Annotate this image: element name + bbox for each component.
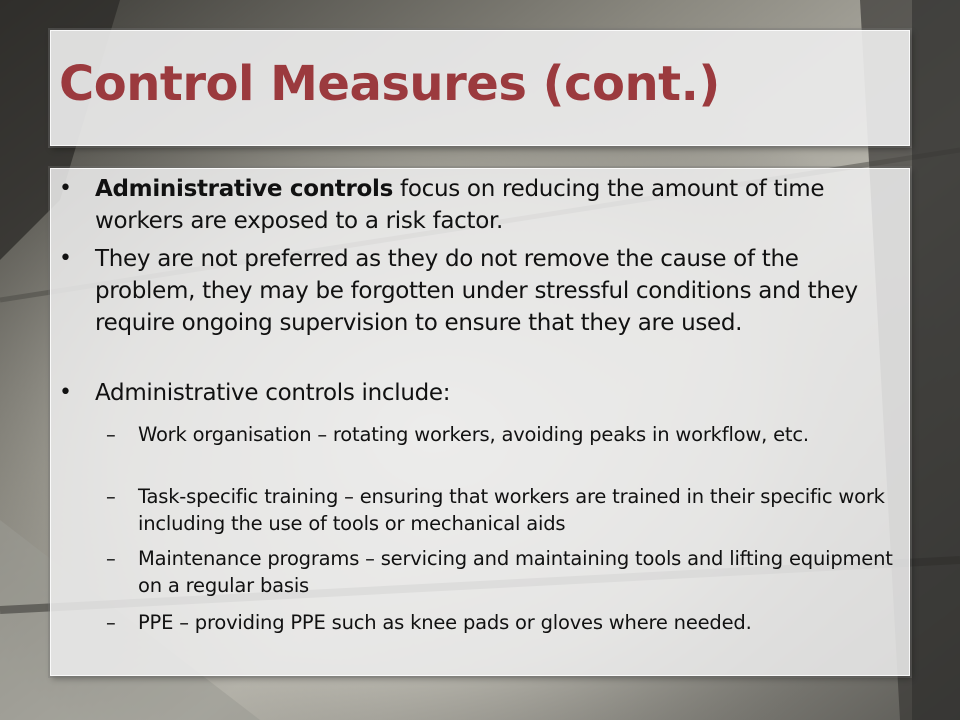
dash-marker: – — [106, 547, 116, 570]
bullet-marker: • — [59, 246, 72, 271]
title-box — [50, 30, 910, 146]
slide-title: Control Measures (cont.) — [59, 56, 720, 112]
bullet-marker: • — [59, 380, 72, 405]
bullet-bold-term: Administrative controls — [95, 176, 394, 202]
bullet-item-administrative-controls — [59, 173, 895, 237]
bullet-text: Administrative controls include: — [95, 380, 451, 406]
sub-bullet-text: Maintenance programs – servicing and maintaining tools and lifting equipment on a regular basis — [138, 547, 893, 597]
sub-bullet-text: Work organisation – rotating workers, avoiding peaks in workflow, etc. — [138, 423, 809, 446]
dash-marker: – — [106, 485, 116, 508]
bullet-item-not-preferred — [59, 243, 895, 339]
dash-marker: – — [106, 423, 116, 446]
dash-marker: – — [106, 611, 116, 634]
bullet-marker: • — [59, 176, 72, 201]
sub-bullet-work-organisation — [106, 421, 908, 448]
bullet-item-controls-include — [59, 377, 895, 409]
sub-bullet-maintenance-programs — [106, 545, 908, 599]
sub-bullet-task-specific-training — [106, 483, 908, 537]
sub-bullet-text: PPE – providing PPE such as knee pads or gloves where needed. — [138, 611, 752, 634]
sub-bullet-ppe — [106, 609, 908, 636]
content-box — [50, 168, 910, 676]
bullet-text: They are not preferred as they do not remove the cause of the problem, they may be forgotten under stressful conditions and they require ongoing supervision to ensure that they are used. — [95, 246, 858, 336]
bullet-text: focus on reducing the amount of time workers are exposed to a risk factor. — [95, 176, 825, 234]
sub-bullet-text: Task-specific training – ensuring that workers are trained in their specific work including the use of tools or mechanical aids — [138, 485, 885, 535]
